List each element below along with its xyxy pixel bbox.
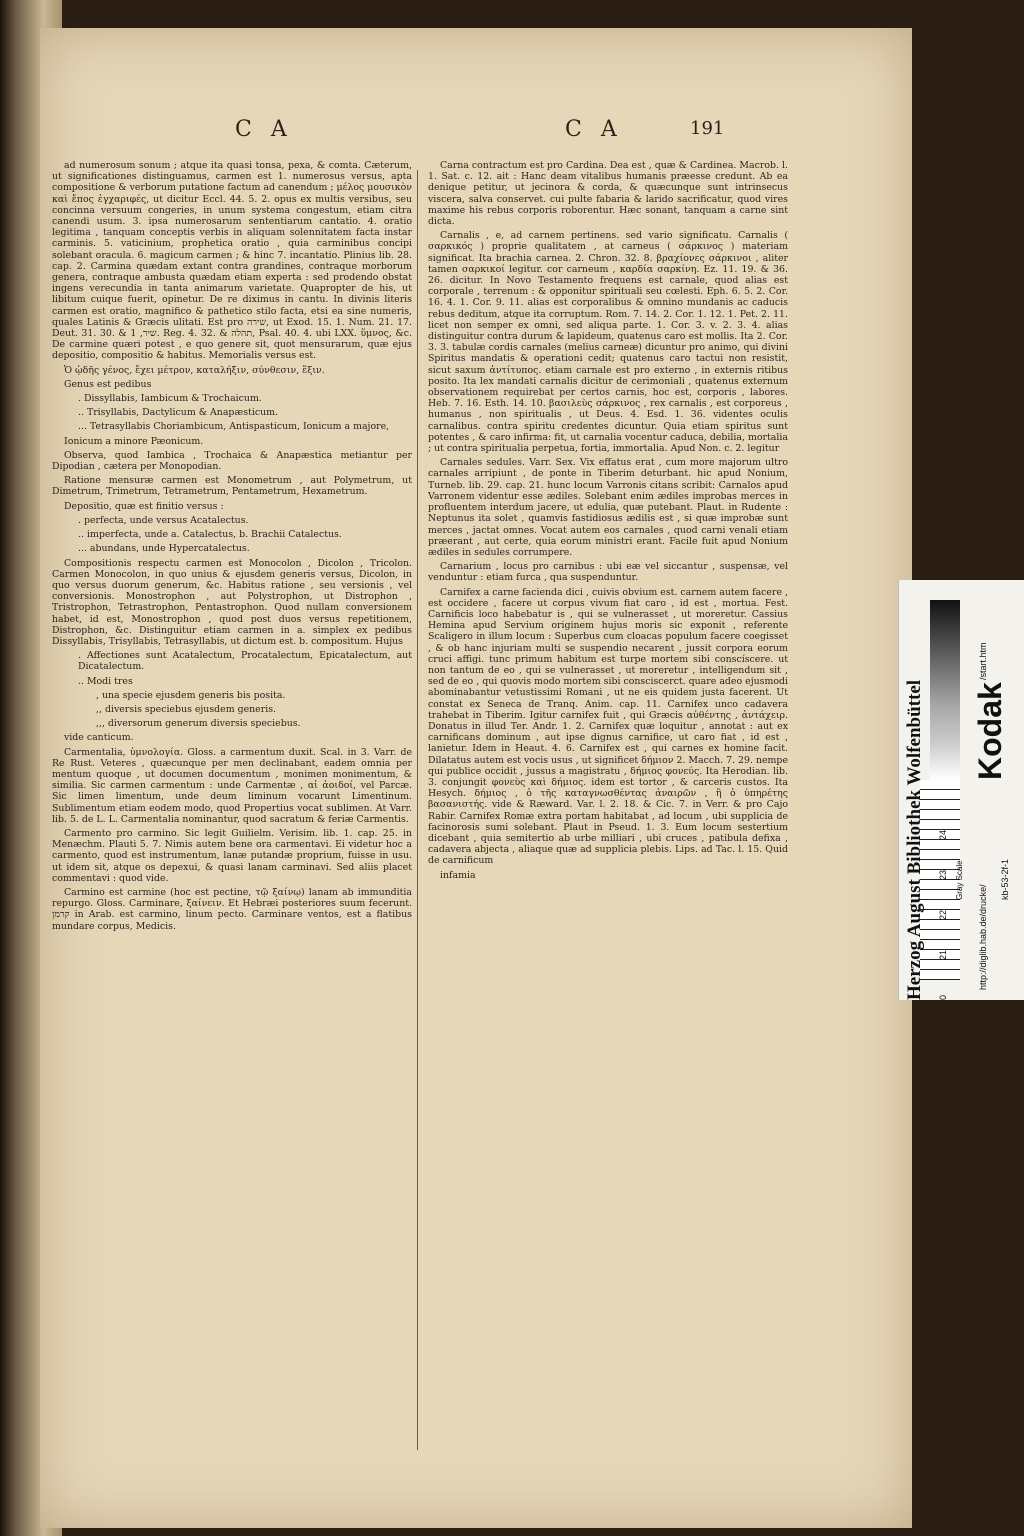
text-paragraph: ... Tetrasyllabis Choriambicum, Antispasticum, Ionicum a majore,	[78, 421, 390, 433]
library-title: Herzog August Bibliothek Wolfenbüttel	[904, 679, 925, 1000]
text-paragraph: ... abundans, unde Hypercatalectus.	[78, 543, 250, 555]
text-paragraph: . perfecta, unde versus Acatalectus.	[78, 514, 249, 526]
text-paragraph: Carnales sedules. Varr. Sex. Vix effatus erat , cum more majorum ultro carnales arripiunt , de ponte in Tiberim deturbant. hic apud Nonium, Turneb. lib. 29. cap. 21. hunc locum Varronis citans scribit: Carnalos apud Varronem videntur esse ædiles. Solebant enim ædiles improbas merces in profluentem interdum jacere, ut edulia, quæ putebant. Plaut. in Rudente : Neptunus ita solet , quamvis fastidiosus ædilis est , si quæ improbæ sunt merces , jactat omnes. Vocat autem eos carnales , quod carni venali etiam præerant , aut certe, quia eorum ministri erant. Facile fuit apud Nonium ædiles in sedules corrumpere.	[428, 457, 788, 558]
text-paragraph: .. imperfecta, unde a. Catalectus, b. Brachii Catalectus.	[78, 529, 342, 541]
left-column	[52, 160, 412, 935]
text-paragraph: Compositionis respectu carmen est Monocolon , Dicolon , Tricolon. Carmen Monocolon, in quo unius & ejusdem generis versus, Dicolon, in quo versus duorum generum, &c. Habitus ratione , seu versionis , vel conversionis. Monostrophon , aut Polystrophon, ut Distrophon , Tristrophon, Tetrastrophon, Pentastrophon. Quod nullam conversionem habet, id est, Monostrophon , quod post duos versus repetitionem, Distrophon, &c. Distinguitur etiam carmen in a. simplex ex pedibus Dissyllabis, Trisyllabis, Tetrasyllabis, ut dictum est. b. compositum. Hujus	[52, 557, 412, 647]
scale-number: 21	[938, 949, 948, 960]
left-running-head: C A	[235, 117, 293, 142]
gray-scale-patch	[930, 600, 960, 780]
text-paragraph: Carna contractum est pro Cardina. Dea est , quæ & Cardinea. Macrob. l. 1. Sat. c. 12. ait : Hanc deam vitalibus humanis præesse credunt. Ab ea denique petitur, ut jecinora & corda, & quæcunque sunt intrinsecus viscera, salva conservet. cui pulte fabaria & larido sacrificatur, quod vires maxime his rebus corporis roborentur. Hæc sonant, tanquam a carne sint dicta.	[428, 160, 788, 228]
text-paragraph: Ὁ ᾠδῆς γένος, ἔχει μέτρον, καταλήξιν, σύνθεσιν, ἕξιν.	[64, 364, 325, 376]
text-paragraph: Genus est pedibus	[64, 378, 152, 390]
page-number: 191	[690, 118, 725, 139]
text-paragraph: vide canticum.	[64, 732, 134, 744]
text-paragraph: Carmentalia, ὑμνολογία. Gloss. a carmentum duxit. Scal. in 3. Varr. de Re Rust. Veteres , quæcunque per men declinabant, eadem omnia per mentum quoque , ut documen documentum , monimen monimentum, & similia. Sic carmen carmentum : unde Carmentæ , αἱ ἀοιδοί, vel Parcæ. Sic limen limentum, unde deum liminum vocarunt Limentinum. Sublimentum etiam eodem modo, quod Propertius vocat sublimen. At Varr. lib. 5. de L. L. Carmentalia nominantur, quod sacratum & feriæ Carmentis.	[52, 746, 412, 825]
library-file: /start.htm	[978, 642, 988, 680]
right-running-head: C A	[565, 117, 623, 142]
text-paragraph: ,,, diversorum generum diversis speciebus.	[96, 718, 301, 730]
text-paragraph: .. Trisyllabis, Dactylicum & Anapæsticum.	[78, 407, 278, 419]
column-rule	[417, 170, 418, 1450]
text-paragraph: ad numerosum sonum ; atque ita quasi tonsa, pexa, & comta. Cæterum, ut significationes distinguamus, carmen est 1. numerosus versus, apta compositione & verborum putatione factum ad canendum ; μέλος μουσικὸν καὶ ἔπος ἐγχαριφές, ut dicitur Eccl. 44. 5. 2. opus ex multis versibus, seu concinna versuum congeries, in unum systema congestum, etiam citra canendi usum. 3. ipsa numerosarum sententiarum cantatio. 4. oratio legitima , tanquam conceptis verbis in aliquam solennitatem facta instar carminis. 5. vaticinium, prophetica oratio , quia carminibus concipi solebant oracula. 6. magicum carmen ; & hinc 7. incantatio. Plinius lib. 28. cap. 2. Carmina quædam extant contra grandines, contraque morborum genera, contraque ambusta quædam etiam experta : sed prodendo obstat ingens verecundia in tanta animarum varietate. Quapropter de his, ut libitum cuique fuerit, opinetur. De re diximus in cantu. In divinis literis carmen est oratio, magnifico & pathetico stilo facta, etsi ea sine numeris, quales Latinis & Græcis ulitati. Est pro שירה, ut Exod. 15. 1. Num. 21. 17. Deut. 31. 30. & שיר, 1. Reg. 4. 32. & תהלה, Psal. 40. 4. ubi LXX. ὕμνος, &c. De carmine quæri potest , e quo genere sit, quot mensurarum, quæ ejus depositio, compositio & habitus. Memorialis versus est.	[52, 160, 412, 362]
library-url: http://diglib.hab.de/drucke/	[978, 884, 988, 990]
text-paragraph: Carnifex a carne facienda dici , cuivis obvium est. carnem autem facere , est occidere , facere ut corpus vivum fiat caro , id est , mortua. Fest. Carnificis loco habebatur is , qui se vulnerasset , ut moreretur. Cassius Hemina apud Servium originem hujus moris sic exponit , referente Scaligero in illum locum : Superbus cum cloacas populum facere coegisset , & ob hanc injuriam multi se suspendio necarent , jussit corpora eorum cruci affigi. tunc primum habitum est turpe mortem sibi conscíscere. ut non tantum de eo , qui se vulnerasset , ut moreretur , intelligendum sit , sed de eo , qui quovis modo mortem sibi consciscerct. quare adeo ejusmodi abominabantur vetustissimi Romani , ut ne eis quidem justa facerent. Ut constat ex Seneca de Tranq. Anim. cap. 11. Carnifex unco cadavera trahebat in Tiberim. Igitur carnifex fuit , qui Græcis αὐθέντης , ἀντάχειρ. Donatus in illud Ter. Andr. 1. 2. Carnifex quæ loquitur , annotat : aut ex carnificans dominum , aut ipse dignus carnifice, ut caro fiat , id est , lanietur. Idem in Heaut. 4. 6. Carnifex est , qui carnes ex homine facit. Dilatatus autem est vocis usus , ut significet δήμιον 2. Macch. 7. 29. nempe qui publice occidit , jussus a magistratu , δήμιος φονεύς. Ita Herodian. lib. 3. conjungit φονεὺς καὶ δήμιος. idem est tortor , & carceris custos. Ita Hesych. δήμιος , ὁ τῆς καταγνωσθέντας ἀναιρῶν , ἢ ὁ ὑπηρέτης βασανιστής. vide & Ræward. Var. l. 2. 18. & Cic. 7. in Verr. & pro Cajo Rabir. Carnifex Romæ extra portam habitabat , ad locum , ubi supplicia de facinorosis sumi solebant. Plaut in Pseud. 1. 3. Eum locum sestertium dicebant , quia semitertio ab urbe milliari , ubi cruces , patibula defixa , cadavera abjecta , aliaque quæ ad supplicia plebis. Lips. ad Tac. l. 15. Quid de carnificum	[428, 586, 788, 867]
text-paragraph: Carnarium , locus pro carnibus : ubi eæ vel siccantur , suspensæ, vel venduntur : etiam furca , qua suspenduntur.	[428, 561, 788, 584]
text-paragraph: ,, diversis speciebus ejusdem generis.	[96, 703, 276, 715]
text-paragraph: , una specie ejusdem generis bis posita.	[96, 689, 286, 701]
text-paragraph: infamia	[440, 869, 476, 881]
kodak-logo: Kodak	[972, 682, 1008, 780]
text-paragraph: Carmino est carmine (hoc est pectine, τῷ ξαίνῳ) lanam ab immunditia repurgo. Gloss. Carminare, ξαίνειν. Et Hebræi posteriores suum fecerunt. קרמן in Arab. est carmino, linum pecto. Carminare ventos, est a flatibus mundare corpus, Medicis.	[52, 886, 412, 932]
text-paragraph: Observa, quod Iambica , Trochaica & Anapæstica metiantur per Dipodian , cætera per Monopodian.	[52, 449, 412, 473]
gray-scale-label: Gray Scale	[955, 860, 964, 900]
scale-number: 23	[938, 869, 948, 880]
right-column	[428, 160, 788, 884]
text-paragraph: Ionicum a minore Pæonicum.	[64, 435, 204, 447]
text-paragraph: . Dissyllabis, Iambicum & Trochaicum.	[78, 393, 262, 405]
text-paragraph: .. Modi tres	[78, 675, 133, 687]
text-paragraph: . Affectiones sunt Acatalectum, Procatalectum, Epicatalectum, aut Dicatalectum.	[78, 650, 412, 673]
scale-number: 24	[938, 829, 948, 840]
text-paragraph: Ratione mensuræ carmen est Monometrum , aut Polymetrum, ut Dimetrum, Trimetrum, Tetrametrum, Pentametrum, Hexametrum.	[52, 475, 412, 498]
scale-number: 0	[938, 994, 948, 1000]
scale-number: 22	[938, 909, 948, 920]
shelfmark: kb-53-2f-1	[1000, 858, 1010, 900]
text-paragraph: Carmento pro carmino. Sic legit Guilielm. Verisim. lib. 1. cap. 25. in Menæchm. Plauti 5. 7. Nimis autem bene ora carmentavi. Ei videtur hoc a carmento, quod est instrumentum, lanæ putandæ proprium, fuisse in usu. ut idem sit, atque os depexui, & quasi lanam carminavi. Sed aliis placet commentavi : quod vide.	[52, 827, 412, 884]
text-paragraph: Carnalis , e, ad carnem pertinens. sed vario significatu. Carnalis ( σαρκικός ) proprie qualitatem , at carneus ( σάρκινος ) materiam significat. Ita brachia carnea. 2. Chron. 32. 8. βραχίονες σάρκινοι , aliter tamen σαρκικοί legitur. cor carneum , καρδία σαρκίνη. Ez. 11. 19. & 36. 26. dicitur. In Novo Testamento frequens est carnale, quod alias est corporale , terrenum : & opponitur spirituali seu cœlesti. Eph. 6. 5. 2. Cor. 16. 4. 1. Cor. 9. 11. alias est corporalibus & omnino mundanis ac caducis rebus deditum, atque ita corruptum. Rom. 7. 14. 2. Cor. 1. 12. 1. Pet. 2. 11. licet non semper ex omni, sed aliqua parte. 1. Cor. 3. v. 2. 3. 4. alias distinguitur contra durum & lapideum, quatenus caro est mollis. Ita 2. Cor. 3. 3. tabulæ cordis carnales (melius carneæ) dicuntur pro animo, qui divini Spiritus mandatis & operationi cedit; quatenus caro tactui non resistit, sicut saxum ἀντίτυπος. etiam carnale est pro externo , in externis ritibus posito. Ita lex mandati carnalis dicitur de cerimoniali , quatenus externum observationem requirebat per certos carnis, hoc est, corporis , labores. Heb. 7. 16. Esth. 14. 10. βασιλεὺς σάρκινος , rex carnalis , est corporeus , humanus , non spiritualis , ut Deus. 4. Esd. 1. 36. videntes oculis carnalibus. contra spiritu credentes dicuntur. Quia etiam spiritus sunt potentes , & caro infirma: fit, ut carnalia vocentur caduca, debilia, mortalia ; ut contra spiritualia perpetua, fortia, immortalia. Apud Non. c. 2. legitur	[428, 230, 788, 455]
text-paragraph: Depositio, quæ est finitio versus :	[64, 500, 224, 512]
